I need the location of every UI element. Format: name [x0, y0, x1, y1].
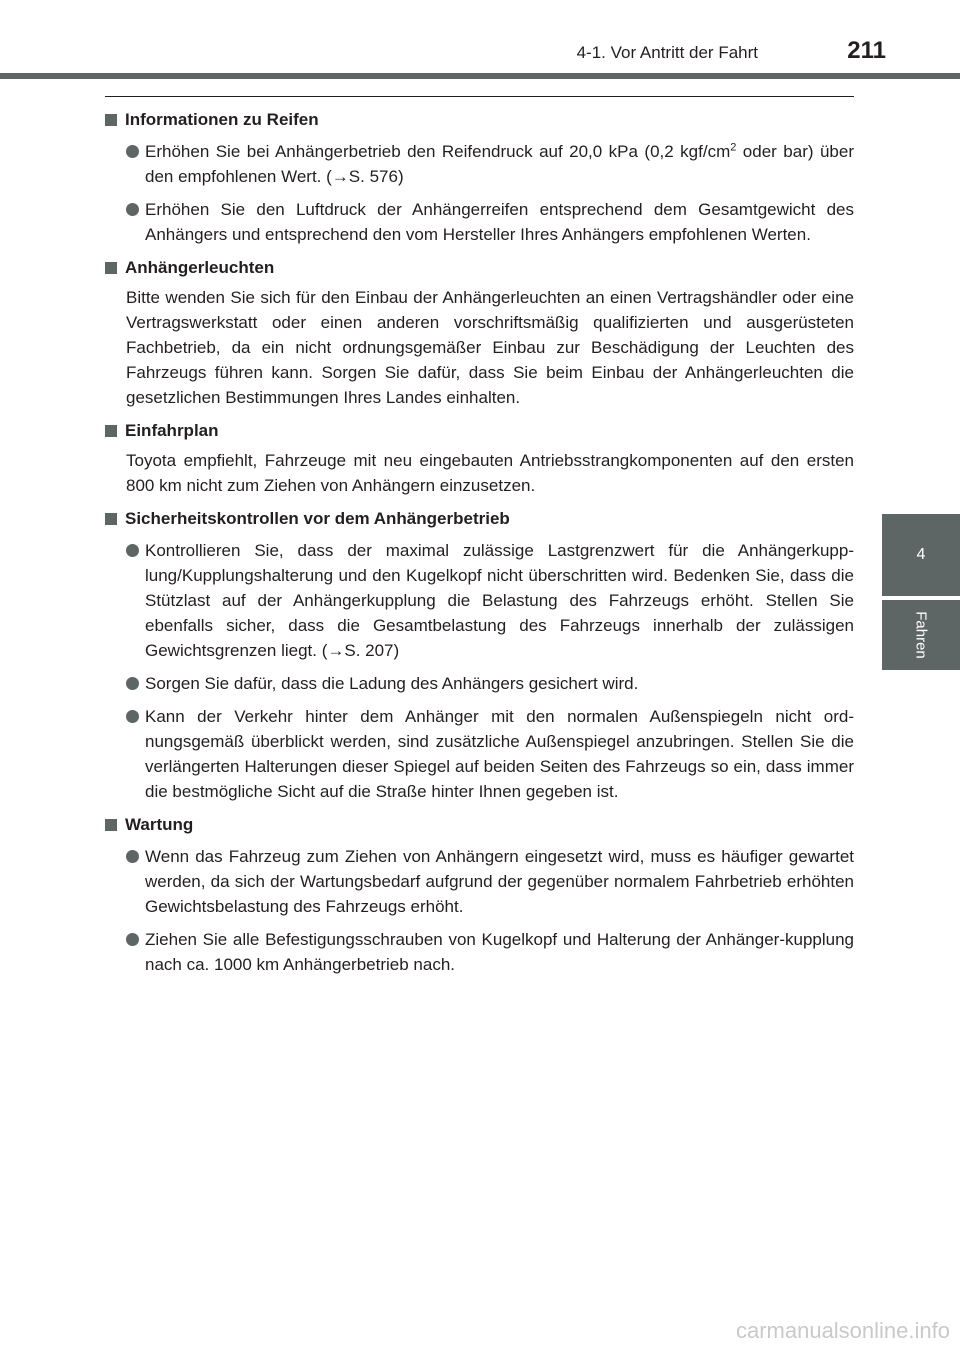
section-reifen	[105, 107, 854, 247]
header-rule	[0, 73, 960, 79]
list-item: Erhöhen Sie bei Anhängerbetrieb den Reifendruck auf 20,0 kPa (0,2 kgf/$cm^2$ oder bar) über den empfohlenen Wert. (→S. 576)	[105, 139, 854, 189]
list-item: Kontrollieren Sie, dass der maximal zulässige Lastgrenzwert für die Anhängerkupp-lung/Kupplungshalterung und den Kugelkopf nicht überschritten wird. Bedenken Sie, dass die Stützlast auf der Anhängerkupplung die Belastung des Fahrzeugs erhöht. Stellen Sie ebenfalls sicher, dass die Gesamtbelastung des Fahrzeugs innerhalb der zulässigen Gewichtsgrenzen liegt. (→S. 207)	[105, 538, 854, 663]
list-item: Ziehen Sie alle Befestigungsschrauben von Kugelkopf und Halterung der Anhänger-kupplung nach ca. 1000 km Anhängerbetrieb nach.	[105, 927, 854, 977]
square-bullet-icon	[105, 114, 117, 126]
list-item: Kann der Verkehr hinter dem Anhänger mit den normalen Außenspiegeln nicht ord-nungsgemäß überblickt werden, sind zusätzliche Außenspiegel anzubringen. Stellen Sie die verlängerten Halterungen dieser Spiegel auf beiden Seiten des Fahrzeugs so ein, dass immer die bestmögliche Sicht auf die Straße hinter Ihnen gegeben ist.	[105, 704, 854, 804]
chapter-tab	[882, 514, 960, 596]
square-bullet-icon	[105, 819, 117, 831]
round-bullet-icon	[126, 850, 139, 863]
round-bullet-icon	[126, 710, 139, 723]
chapter-label-tab	[882, 600, 960, 670]
section-paragraph: Toyota empfiehlt, Fahrzeuge mit neu eingebauten Antriebsstrangkomponenten auf den ersten 800 km nicht zum Ziehen von Anhängern einzusetzen.	[126, 451, 854, 495]
section-anhaengerleuchten	[105, 255, 854, 410]
section-heading: Einfahrplan	[105, 418, 854, 444]
round-bullet-icon	[126, 677, 139, 690]
section-heading: Wartung	[105, 812, 854, 838]
round-bullet-icon	[126, 145, 139, 158]
watermark-text: carmanualsonline.info	[735, 1318, 950, 1343]
square-bullet-icon	[105, 262, 117, 274]
section-einfahrplan	[105, 418, 854, 498]
list-item: Wenn das Fahrzeug zum Ziehen von Anhängern eingesetzt wird, muss es häufiger gewartet werden, da sich der Wartungsbedarf aufgrund der gegenüber normalem Fahrbetrieb erhöhten Gewichtsbelastung des Fahrzeugs erhöht.	[105, 844, 854, 919]
chapter-number: 4	[916, 546, 926, 563]
section-paragraph: Bitte wenden Sie sich für den Einbau der Anhängerleuchten an einen Vertragshändler oder eine Vertragswerkstatt oder einen anderen vorschriftsmäßig qualifizierten und ausgerüsteten Fachbetrieb, da ein nicht ordnungsgemäßer Einbau zur Beschädigung der Leuchten des Fahrzeugs führen kann. Sorgen Sie dafür, dass Sie beim Einbau der Anhängerleuchten die gesetzlichen Bestimmungen Ihres Landes einhalten.	[126, 288, 854, 407]
round-bullet-icon	[126, 203, 139, 216]
section-heading: Sicherheitskontrollen vor dem Anhängerbetrieb	[105, 506, 854, 532]
section-heading: Anhängerleuchten	[105, 255, 854, 281]
page-number: 211	[847, 37, 886, 64]
section-wartung	[105, 812, 854, 977]
chapter-label: Fahren	[912, 611, 930, 659]
running-header-title: 4-1. Vor Antritt der Fahrt	[576, 43, 758, 62]
list-item: Sorgen Sie dafür, dass die Ladung des Anhängers gesichert wird.	[105, 671, 854, 696]
round-bullet-icon	[126, 933, 139, 946]
section-heading: Informationen zu Reifen	[105, 107, 854, 133]
page-content	[105, 96, 854, 985]
square-bullet-icon	[105, 425, 117, 437]
list-item: Erhöhen Sie den Luftdruck der Anhängerreifen entsprechend dem Gesamtgewicht des Anhängers und entsprechend den vom Hersteller Ihres Anhängers empfohlenen Werten.	[105, 197, 854, 247]
round-bullet-icon	[126, 544, 139, 557]
section-sicherheitskontrollen	[105, 506, 854, 804]
square-bullet-icon	[105, 513, 117, 525]
